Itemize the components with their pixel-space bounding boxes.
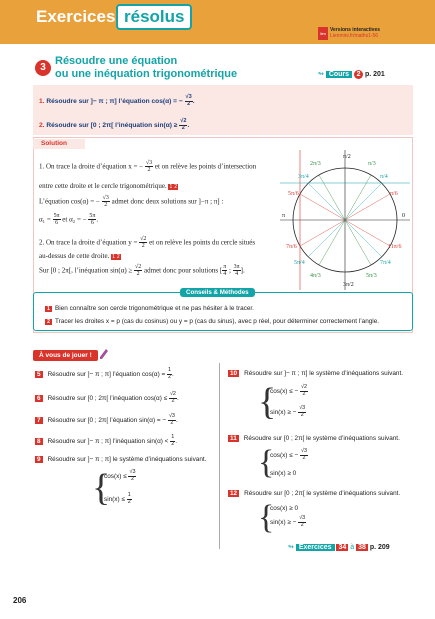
exercise-9-text: Résoudre sur ]− π ; π] le système d’inéquations suivant. bbox=[47, 456, 207, 463]
label-pi: π bbox=[282, 213, 286, 219]
question-2-number: 2. bbox=[39, 122, 45, 130]
angle-ray bbox=[319, 175, 345, 220]
exercise-10-brace: { bbox=[258, 381, 277, 423]
arrow-icon: ↬ bbox=[318, 71, 324, 78]
question-1: 1. Résoudre sur ]− π ; π] l’équation cos(α) = − $\frac{√3}{2}$ . bbox=[39, 94, 195, 107]
angle-ray bbox=[319, 220, 345, 265]
exercise-10 bbox=[228, 370, 403, 377]
exercise-11-inequation-1: cos(x) ≤ − $\frac{√3}{2}$ bbox=[270, 448, 307, 461]
exercices-to-word: à bbox=[350, 544, 355, 551]
label-3pi-2: 3π/2 bbox=[343, 282, 354, 288]
exercise-11-inequation-2: sin(x) ≥ 0 bbox=[270, 470, 297, 477]
exercise-9-number: 9 bbox=[37, 456, 41, 463]
conseil-1 bbox=[45, 305, 254, 312]
exercise-8: 8 Résoudre sur ]− π ; π] l’inéquation sin(α) < $\frac{1}{2}$ . bbox=[37, 434, 178, 447]
conseil-2-number: 2 bbox=[45, 319, 52, 325]
angle-ray bbox=[308, 183, 345, 220]
exercise-10-text: Résoudre sur ]− π ; π] le système d’inéquations suivant. bbox=[244, 370, 404, 377]
conseil-1-number: 1 bbox=[45, 306, 52, 312]
exercices-page: p. 209 bbox=[369, 544, 390, 551]
header-title-highlight: résolus bbox=[116, 4, 192, 30]
question-2: 2. Résoudre sur [0 ; 2π[ l’inéquation sin(α) ≥ $\frac{√2}{2}$ . bbox=[39, 118, 190, 131]
exercise-5: 5 Résoudre sur ]− π ; π] l’équation cos(α) = $\frac{1}{2}$ . bbox=[37, 367, 174, 380]
angle-ray bbox=[345, 183, 382, 220]
solution-line-1: 1. On trace la droite d’équation x = − $\frac{√3}{2}$ et on relève les points d’intersection bbox=[39, 160, 257, 174]
exercise-8-text: Résoudre sur ]− π ; π] l’inéquation sin(α) < bbox=[47, 437, 169, 445]
label-pi-4: π/4 bbox=[380, 174, 388, 180]
angle-ray bbox=[300, 220, 345, 246]
angle-ray bbox=[345, 220, 382, 257]
label-7pi-4: 7π/4 bbox=[380, 260, 391, 266]
label-pi-2: π/2 bbox=[343, 154, 351, 160]
question-1-text: Résoudre sur ]− π ; π] l’équation cos(α) = − bbox=[46, 98, 183, 106]
solution-line-4: α₁ = $\frac{5\pi}{6}$ et α₂ = − $\frac{5\pi}{6}$ . bbox=[39, 213, 99, 227]
question-1-number: 1. bbox=[39, 98, 45, 106]
label-pi-6: π/6 bbox=[390, 191, 398, 197]
solution-line-2: entre cette droite et le cercle trigonométrique. 1 2 bbox=[39, 182, 177, 190]
exercise-10-inequation-1: cos(x) ≤ − $\frac{√2}{2}$ bbox=[270, 384, 307, 397]
label-zero: 0 bbox=[402, 213, 405, 219]
conseil-1-text: Bien connaître son cercle trigonométrique et ne pas hésiter à le tracer. bbox=[55, 305, 254, 312]
exercise-5-number: 5 bbox=[37, 370, 41, 378]
page-header bbox=[0, 0, 435, 44]
exercise-5-text: Résoudre sur ]− π ; π] l’équation cos(α) = bbox=[47, 370, 166, 378]
a-vous-de-jouer-label: À vous de jouer ! bbox=[33, 350, 98, 361]
exercices-label: Exercices bbox=[296, 544, 335, 551]
angle-ray bbox=[345, 175, 371, 220]
exercise-7-text: Résoudre sur [0 ; 2π[ l’équation sin(α) = − bbox=[47, 416, 167, 424]
pencil-icon bbox=[99, 348, 108, 360]
exercise-9-inequation-2: sin(x) ≤ $\frac{1}{2}$ bbox=[104, 492, 131, 505]
exercise-8-number: 8 bbox=[37, 437, 41, 445]
exercices-reference[interactable] bbox=[288, 543, 390, 551]
cours-reference[interactable] bbox=[318, 70, 385, 79]
exercise-title-line2: ou une inéquation trigonométrique bbox=[55, 68, 238, 80]
exercise-10-inequation-2: sin(x) ≥ − $\frac{√3}{2}$ bbox=[270, 405, 306, 418]
exercise-7: 7 Résoudre sur [0 ; 2π[ l’équation sin(α) = − $\frac{√3}{2}$ . bbox=[37, 413, 178, 426]
solution-line-5: 2. On trace la droite d’équation y = $\frac{√2}{2}$ et on relève les points du cercle situés bbox=[39, 236, 256, 250]
exercices-from: 34 bbox=[338, 544, 347, 551]
cours-number: 2 bbox=[354, 70, 363, 79]
exercise-11-number: 11 bbox=[230, 435, 237, 442]
exercise-title bbox=[55, 55, 237, 81]
column-divider bbox=[219, 363, 220, 549]
exercise-number: 3 bbox=[35, 60, 51, 76]
label-3pi-4: 3π/4 bbox=[298, 174, 309, 180]
trigonometric-circle bbox=[280, 150, 410, 290]
label-pi-3: π/3 bbox=[368, 161, 376, 167]
label-7pi-6: 7π/6 bbox=[286, 244, 297, 250]
exercise-9 bbox=[35, 456, 206, 463]
solution-line-7: Sur [0 ; 2π[, l’inéquation sin(α) ≥ $\frac{√2}{2}$ admet donc pour solutions [ $\frac{\pi}{4}$ ; $\frac{3\pi}{4}$ ]. bbox=[39, 264, 245, 278]
exercise-7-number: 7 bbox=[37, 416, 41, 424]
exercise-12-number: 12 bbox=[230, 490, 238, 497]
exercise-6-text: Résoudre sur [0 ; 2π[ l’inéquation cos(α) ≤ bbox=[47, 394, 168, 402]
question-2-text: Résoudre sur [0 ; 2π[ l’inéquation sin(α) ≥ bbox=[46, 122, 178, 130]
exercise-6: 6 Résoudre sur [0 ; 2π[ l’inéquation cos(α) ≤ $\frac{√2}{2}$ . bbox=[37, 391, 179, 404]
label-5pi-4: 5π/4 bbox=[294, 260, 305, 266]
exercise-11 bbox=[228, 435, 400, 442]
exercise-12-inequation-1: cos(x) ≥ 0 bbox=[270, 505, 299, 512]
exercise-12-text: Résoudre sur [0 ; 2π[ le système d’inéquations suivant. bbox=[244, 490, 401, 497]
exercise-title-line1: Résoudre une équation bbox=[55, 55, 178, 67]
exercise-11-text: Résoudre sur [0 ; 2π[ le système d’inéquations suivant. bbox=[243, 435, 400, 442]
label-11pi-6: 11π/6 bbox=[388, 244, 402, 250]
arrow-icon: ↬ bbox=[288, 544, 294, 551]
conseil-2-text: Tracer les droites x = p (cas du cosinus) ou y = p (cas du sinus), avec p réel, pour déterminer correctement l’angle. bbox=[55, 318, 380, 325]
solution-line-3: L’équation cos(α) = − $\frac{√3}{2}$ admet donc deux solutions sur ]−π ; π] : bbox=[39, 195, 224, 209]
header-title: Exercices bbox=[36, 7, 116, 26]
angle-ray bbox=[300, 194, 345, 220]
exercise-9-brace: { bbox=[92, 467, 111, 509]
exercise-11-brace: { bbox=[258, 444, 275, 481]
question-1-fraction: $\frac{√3}{2}$ bbox=[185, 94, 192, 107]
solution-label: Solution bbox=[33, 139, 85, 149]
cours-page: p. 201 bbox=[364, 71, 385, 78]
versions-interactives[interactable] bbox=[319, 27, 381, 39]
exercise-9-inequation-1: cos(x) ≤ $\frac{√3}{2}$ bbox=[104, 469, 136, 482]
exercices-to: 38 bbox=[358, 544, 366, 551]
versions-title: Versions interactives bbox=[330, 27, 381, 33]
conseils-label: Conseils & Méthodes bbox=[180, 288, 255, 297]
label-5pi-6: 5π/6 bbox=[288, 191, 299, 197]
page-number: 206 bbox=[13, 596, 27, 605]
label-5pi-3: 5π/3 bbox=[366, 273, 377, 279]
exercise-12-inequation-2: sin(x) ≥ − $\frac{√3}{2}$ bbox=[270, 515, 306, 528]
conseil-2 bbox=[45, 318, 379, 325]
cours-label: Cours bbox=[326, 71, 352, 78]
exercise-10-number: 10 bbox=[230, 370, 238, 377]
angle-ray bbox=[345, 220, 371, 265]
versions-link[interactable]: Lienmini.fr/maths1-56 bbox=[330, 33, 379, 39]
label-2pi-3: 2π/3 bbox=[310, 161, 321, 167]
exercise-6-number: 6 bbox=[37, 394, 41, 402]
exercise-12-brace: { bbox=[258, 499, 275, 536]
link-icon: lien bbox=[318, 27, 328, 40]
exercise-12 bbox=[228, 490, 400, 497]
angle-ray bbox=[308, 220, 345, 257]
angle-ray bbox=[345, 220, 390, 246]
question-2-fraction: $\frac{√2}{2}$ bbox=[180, 118, 187, 131]
solution-line-6: au-dessus de cette droite. 1 2 bbox=[39, 252, 120, 260]
angle-ray bbox=[345, 194, 390, 220]
label-4pi-3: 4π/3 bbox=[310, 273, 321, 279]
